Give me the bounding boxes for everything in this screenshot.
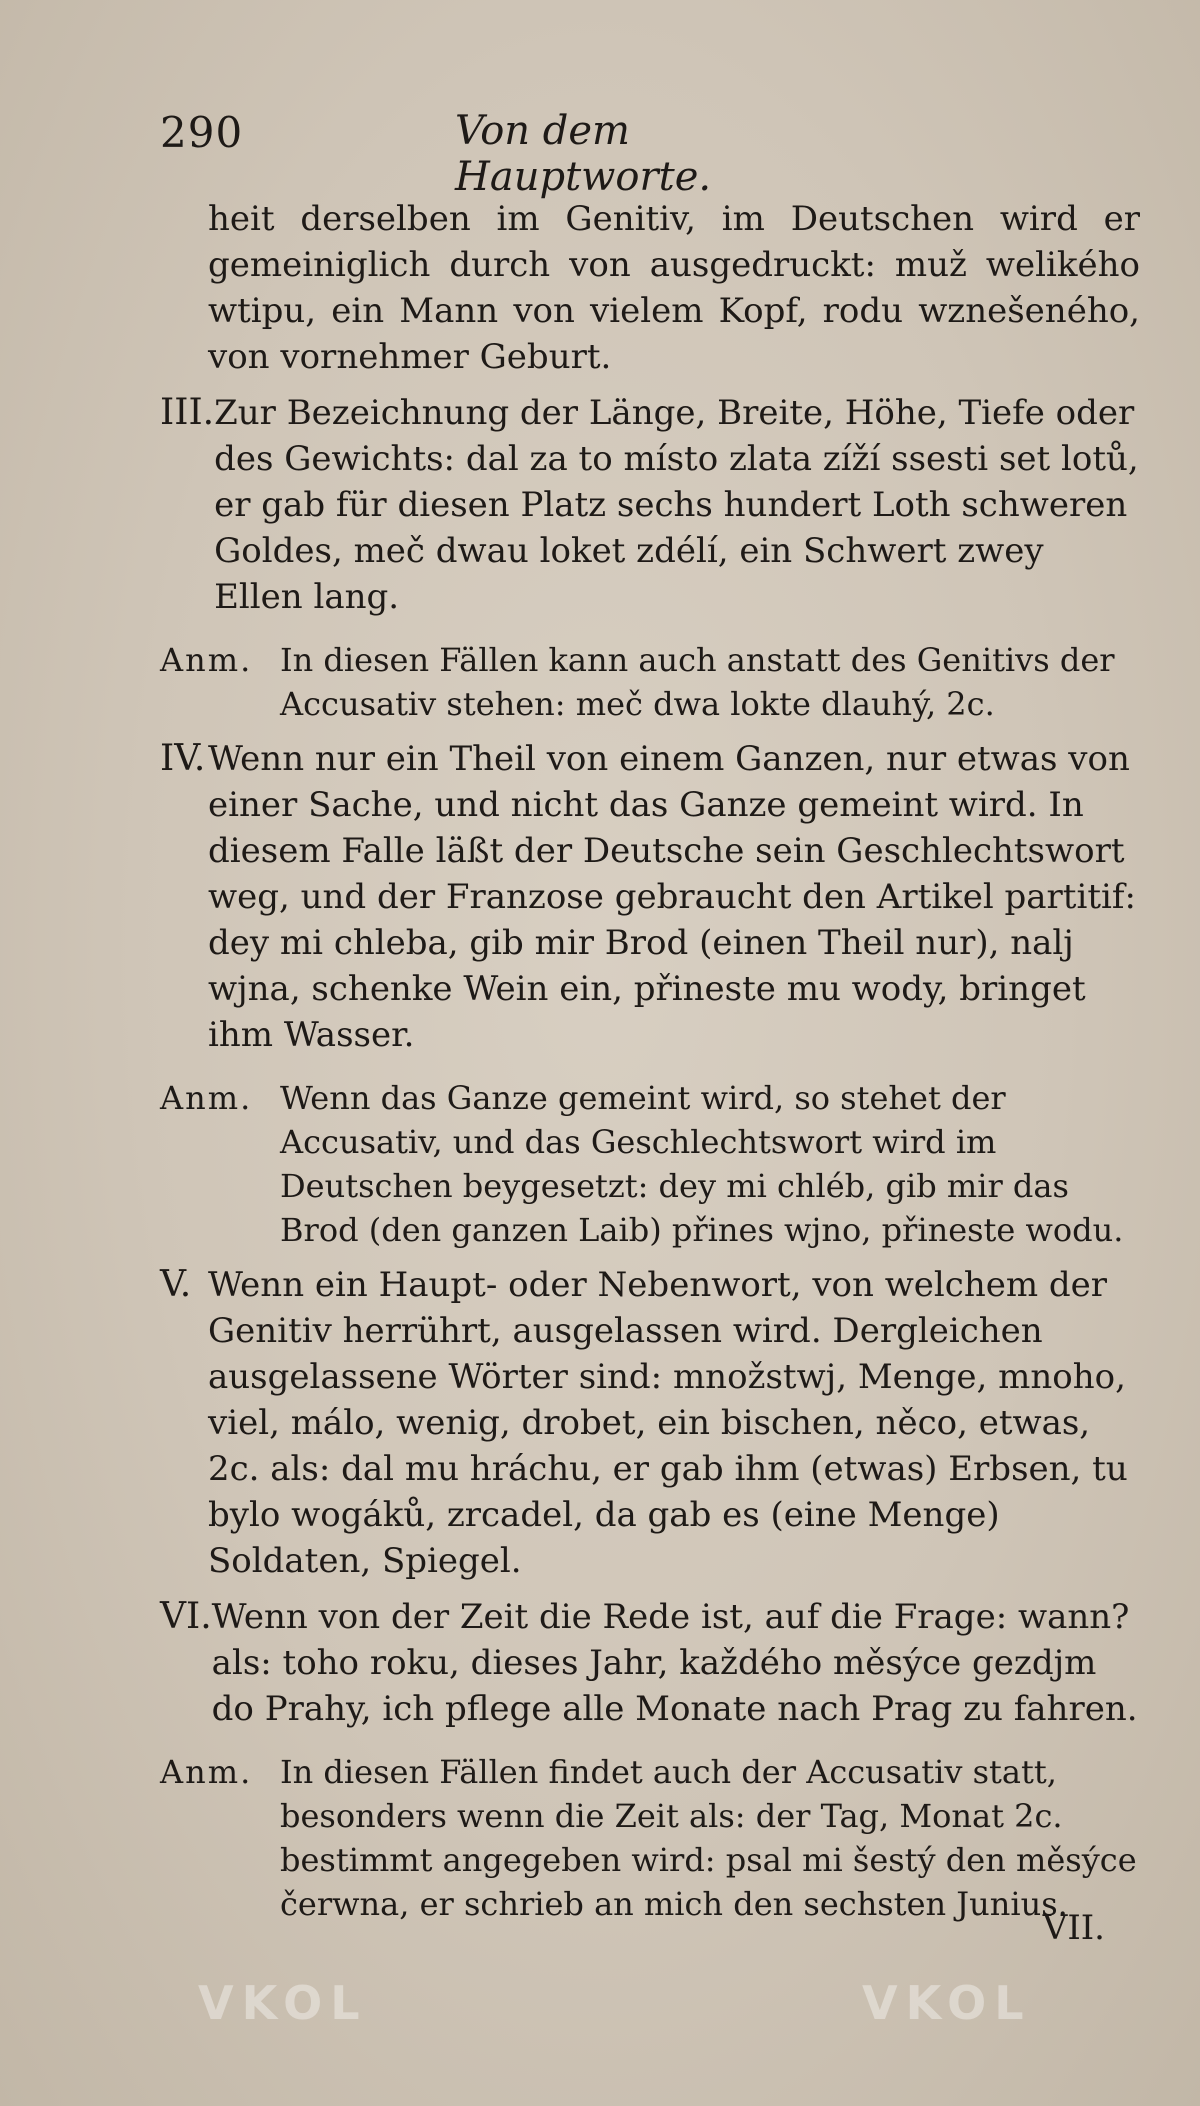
watermark-right: VKOL [862, 1976, 1032, 2030]
page-number: 290 [160, 108, 244, 157]
section-item-iv [160, 736, 1140, 1058]
annotation-label: Anm. [160, 1079, 253, 1117]
annotation-3 [160, 1750, 1140, 1926]
running-head: Von dem Hauptworte. [455, 108, 712, 200]
section-text: Wenn von der Zeit die Rede ist, auf die Frage: wann? als: toho roku, dieses Jahr, každého měsýce gezdjm do Prahy, ich pflege alle Monate nach Prag zu fahren. [211, 1597, 1138, 1729]
section-item-vi [160, 1594, 1140, 1732]
section-text: Wenn ein Haupt- oder Nebenwort, von welchem der Genitiv herrührt, ausgelassen wird. Dergleichen ausgelassene Wörter sind: množstwj, Menge, mnoho, viel, málo, wenig, drobet, ein bischen, něco, etwas, 2c. als: dal mu hráchu, er gab ihm (etwas) Erbsen, tu bylo wogáků, zrcadel, da gab es (eine Menge) Soldaten, Spiegel. [208, 1265, 1128, 1581]
page-body [160, 196, 1140, 1934]
page-header [160, 108, 860, 200]
catchword: VII. [1042, 1908, 1105, 1948]
section-numeral: III. [160, 392, 215, 433]
section-item-v [160, 1262, 1140, 1584]
annotation-label: Anm. [160, 641, 253, 679]
watermark-left: VKOL [198, 1976, 368, 2030]
section-text: Zur Bezeichnung der Länge, Breite, Höhe, Tiefe oder des Gewichts: dal za to místo zlata zíží ssesti set lotů, er gab für diesen Platz sechs hundert Loth schweren Goldes, meč dwau loket zdélí, ein Schwert zwey Ellen lang. [214, 393, 1139, 617]
annotation-label: Anm. [160, 1753, 253, 1791]
annotation-2 [160, 1076, 1140, 1252]
section-text: Wenn nur ein Theil von einem Ganzen, nur etwas von einer Sache, und nicht das Ganze gemeint wird. In diesem Falle läßt der Deutsche sein Geschlechtswort weg, und der Franzose gebraucht den Artikel partitif: dey mi chleba, gib mir Brod (einen Theil nur), nalj wjna, schenke Wein ein, přineste mu wody, bringet ihm Wasser. [208, 739, 1136, 1055]
continued-paragraph: heit derselben im Genitiv, im Deutschen wird er gemeiniglich durch von ausgedruckt: muž welikého wtipu, ein Mann von vielem Kopf, rodu wznešeného, von vornehmer Geburt. [208, 199, 1140, 377]
section-numeral: IV. [160, 738, 206, 779]
annotation-text: Wenn das Ganze gemeint wird, so stehet der Accusativ, und das Geschlechtswort wird im Deutschen beygesetzt: dey mi chléb, gib mir das Brod (den ganzen Laib) přines wjno, přineste wodu. [280, 1079, 1124, 1249]
section-numeral: V. [160, 1264, 192, 1305]
annotation-text: In diesen Fällen kann auch anstatt des Genitivs der Accusativ stehen: meč dwa lokte dlauhý, 2c. [280, 641, 1115, 723]
section-item-iii [160, 390, 1140, 620]
section-numeral: VI. [160, 1596, 212, 1637]
annotation-text: In diesen Fällen findet auch der Accusativ statt, besonders wenn die Zeit als: der Tag, Monat 2c. bestimmt angegeben wird: psal mi šestý den měsýce čerwna, er schrieb an mich den sechsten Junius. [280, 1753, 1137, 1923]
annotation-1 [160, 638, 1140, 726]
